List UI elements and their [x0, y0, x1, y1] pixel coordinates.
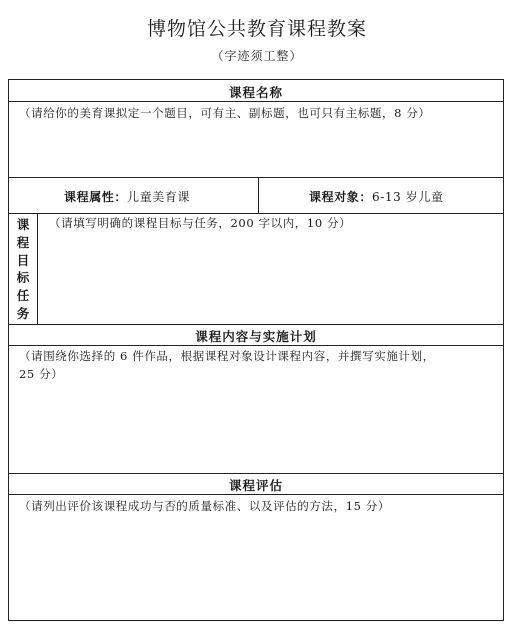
course-audience [309, 188, 444, 205]
document-subtitle: （字迹须工整） [211, 49, 303, 63]
content-plan-field[interactable] [9, 385, 503, 473]
content-plan-top-border [9, 324, 503, 325]
evaluation-hint: （请列出评价该课程成功与否的质量标准、以及评估的方法，15 分） [19, 499, 390, 513]
content-plan-hint-line1: （请围绕你选择的 6 件作品，根据课程对象设计课程内容，并撰写实施计划， [19, 349, 435, 363]
course-audience-value: 6-13 岁儿童 [372, 190, 444, 204]
course-audience-label: 课程对象： [309, 190, 373, 204]
attributes-top-border [9, 177, 503, 178]
goals-label-char: 务 [16, 305, 30, 321]
goals-hint: （请填写明确的课程目标与任务，200 字以内，10 分） [49, 216, 352, 230]
goals-label [9, 216, 37, 323]
content-plan-header: 课程内容与实施计划 [195, 329, 317, 344]
course-name-field[interactable] [9, 102, 503, 177]
course-name-hint: （请给你的美育课拟定一个题目，可有主、副标题，也可只有主标题，8 分） [19, 106, 431, 120]
goals-label-char: 课 [16, 217, 30, 232]
evaluation-divider [9, 494, 503, 495]
evaluation-top-border [9, 473, 503, 474]
goals-field[interactable] [38, 232, 503, 324]
content-plan-divider [9, 345, 503, 346]
goals-label-char: 程 [16, 234, 30, 250]
evaluation-header: 课程评估 [228, 478, 283, 493]
goals-top-border [9, 213, 503, 214]
content-plan-hint-line2: 25 分） [19, 367, 64, 381]
course-property [64, 188, 190, 205]
goals-label-char: 标 [16, 270, 30, 286]
course-property-label: 课程属性： [64, 190, 128, 204]
goals-label-char: 任 [16, 288, 30, 304]
course-property-value: 儿童美育课 [127, 190, 191, 204]
attributes-divider [258, 177, 259, 213]
evaluation-field[interactable] [9, 516, 503, 620]
course-name-header: 课程名称 [228, 85, 283, 100]
lesson-plan-form [8, 79, 504, 621]
document-title: 博物馆公共教育课程教案 [146, 18, 367, 40]
goals-label-char: 目 [16, 252, 30, 268]
